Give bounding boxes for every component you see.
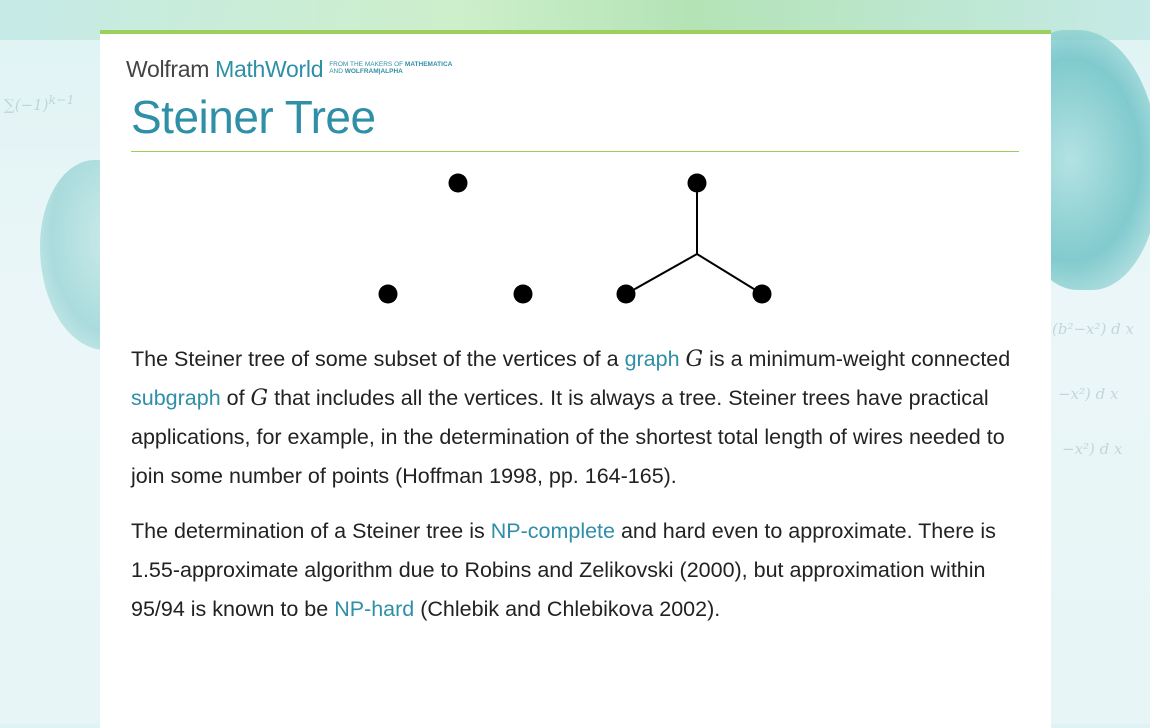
- edge: [697, 254, 762, 294]
- np-complete-link[interactable]: NP-complete: [490, 519, 615, 543]
- text-span: of: [220, 386, 251, 410]
- text-span: that includes all the vertices. It is always a tree. Steiner trees have practical applications, for example, in the determination of the shortest total length of wires needed to join some number of points (Hoffman 1998, pp. 164-165).: [131, 386, 1005, 488]
- background-formula-integral: (b²−x²) d x: [1052, 320, 1134, 338]
- tagline-wolfram-alpha: WOLFRAM|ALPHA: [344, 68, 403, 75]
- subgraph-link[interactable]: subgraph: [131, 386, 221, 410]
- background-formula-integral: −x²) d x: [1058, 385, 1119, 403]
- definition-paragraph: [131, 340, 1026, 496]
- vertex: [379, 285, 398, 304]
- text-span: The determination of a Steiner tree is: [131, 519, 491, 543]
- background-formula-sum: $\sum(-1)^{k-1}$: [4, 92, 75, 114]
- text-span: The Steiner tree of some subset of the vertices of a: [131, 347, 625, 371]
- text-span: and hard even to approximate. There is 1.55-approximate algorithm due to Robins and Zelikovski (2000), but approximation within 95/94 is known to be: [131, 519, 996, 621]
- text-span: (Chlebik and Chlebikova 2002).: [414, 597, 721, 621]
- vertex: [688, 174, 707, 193]
- left-graph: [379, 174, 533, 304]
- vertex: [753, 285, 772, 304]
- text-span: is a minimum-weight connected: [703, 347, 1011, 371]
- right-graph: [617, 174, 772, 304]
- background-formula-integral: −x²) d x: [1062, 440, 1123, 458]
- np-hard-link[interactable]: NP-hard: [334, 597, 415, 621]
- content-card: [100, 30, 1051, 728]
- tagline-prefix: AND: [329, 68, 343, 75]
- tagline-mathematica: MATHEMATICA: [404, 61, 453, 68]
- complexity-paragraph: [131, 512, 1026, 629]
- edge: [626, 254, 697, 294]
- logo-mathworld-text: MathWorld: [215, 56, 324, 82]
- graph-link[interactable]: graph: [624, 347, 680, 371]
- steiner-tree-figure: [100, 34, 1051, 334]
- vertex: [514, 285, 533, 304]
- vertex: [449, 174, 468, 193]
- math-variable-g: G: [685, 347, 704, 372]
- math-variable-g: G: [250, 386, 269, 411]
- vertex: [617, 285, 636, 304]
- logo-wolfram-text: Wolfram: [126, 56, 210, 82]
- page-title: Steiner Tree: [131, 91, 376, 143]
- tagline-prefix: FROM THE MAKERS OF: [329, 61, 404, 68]
